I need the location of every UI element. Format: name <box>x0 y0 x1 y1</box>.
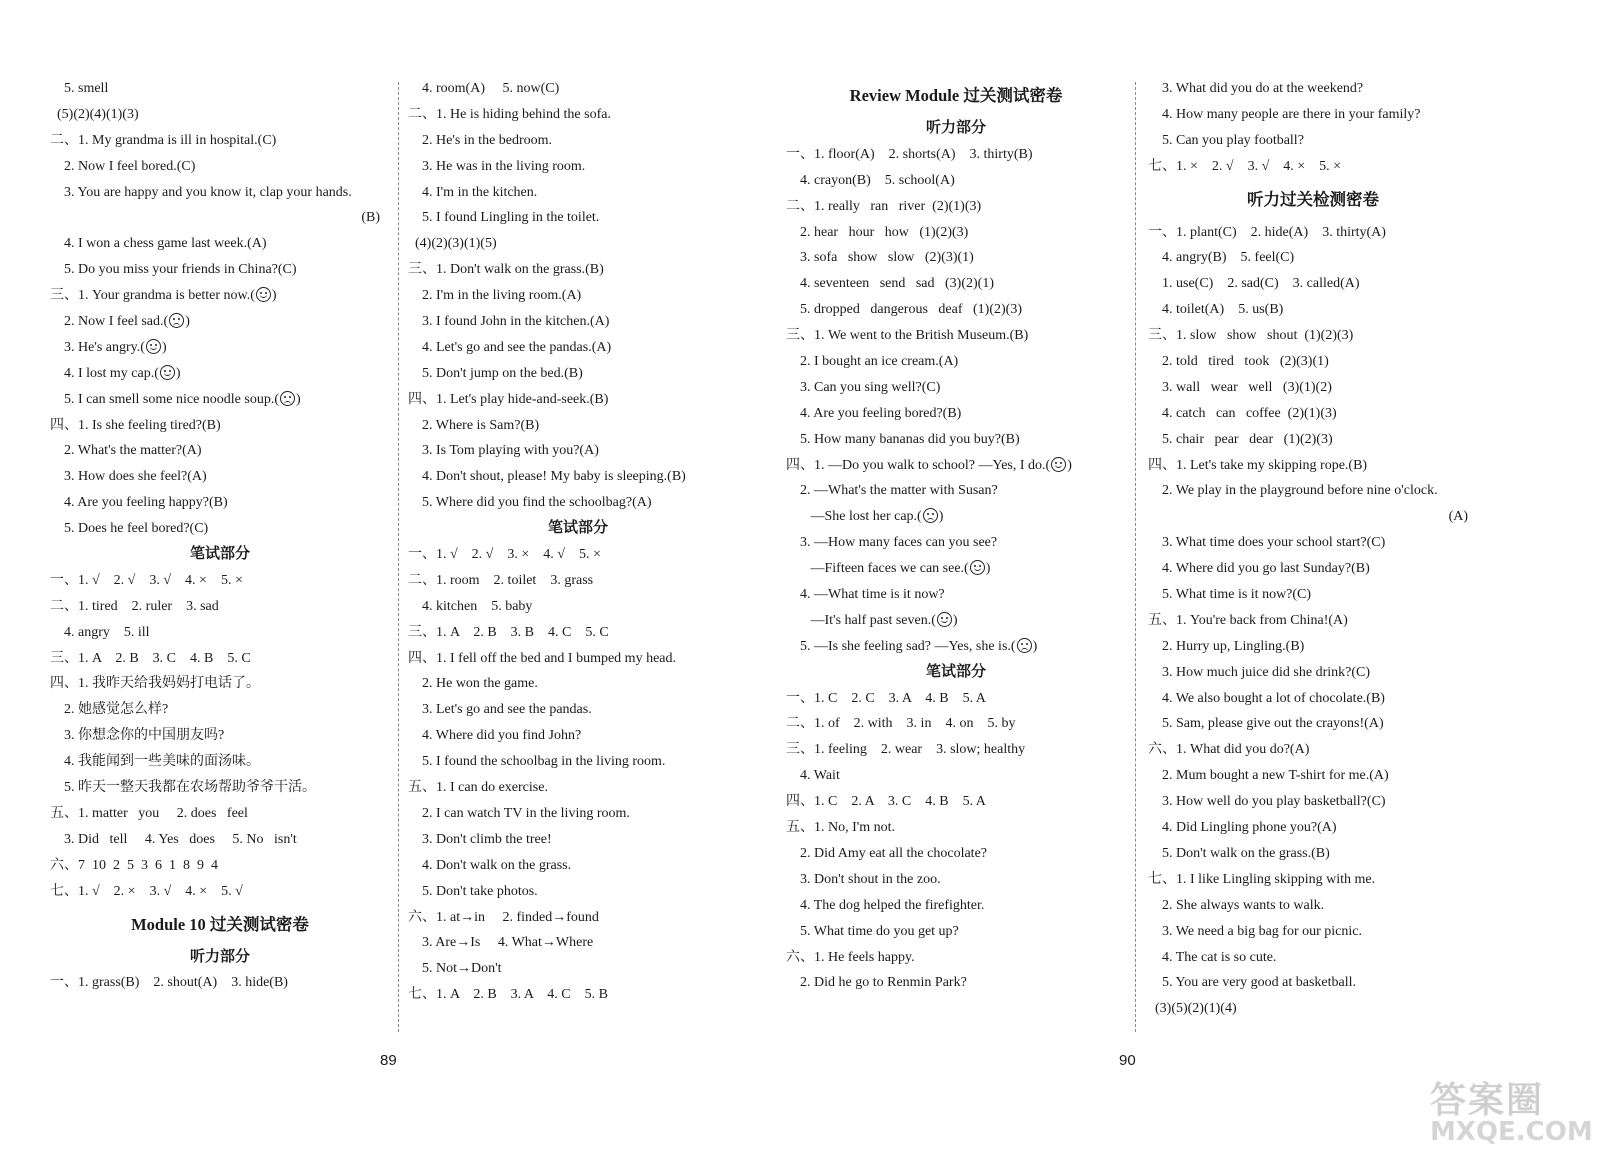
answer-line: 5. Not→Don't <box>408 961 502 977</box>
answer-line: 5. dropped dangerous deaf (1)(2)(3) <box>786 302 1022 318</box>
answer-line: 3. Don't climb the tree! <box>408 831 552 847</box>
answer-line: 4. Where did you go last Sunday?(B) <box>1148 561 1370 577</box>
answer-line: 四、1. 我昨天给我妈妈打电话了。 <box>50 676 260 692</box>
answer-line: 5. Don't walk on the grass.(B) <box>1148 845 1330 861</box>
answer-line <box>786 608 1126 634</box>
answer-text-end: ) <box>161 339 167 355</box>
sad-face-icon <box>280 391 295 406</box>
answer-line: 3. How much juice did she drink?(C) <box>1148 664 1371 680</box>
section-heading <box>408 516 748 542</box>
answer-line: 5. You are very good at basketball. <box>1148 975 1357 991</box>
answer-line: 4. 我能闻到一些美味的面汤味。 <box>50 754 260 770</box>
answer-line: 五、1. You're back from China!(A) <box>1148 612 1348 628</box>
happy-face-icon <box>970 560 985 575</box>
answer-line: 4. The cat is so cute. <box>1148 949 1277 965</box>
answer-line: 六、7 10 2 5 3 6 1 8 9 4 <box>50 857 218 873</box>
answer-line: 4. crayon(B) 5. school(A) <box>786 172 955 188</box>
answer-line: 5. smell <box>50 81 109 96</box>
answer-line: 2. Hurry up, Lingling.(B) <box>1148 638 1305 654</box>
answer-text: 四、1. —Do you walk to school? —Yes, I do.( <box>786 457 1051 473</box>
answer-text-end: ) <box>1067 457 1072 473</box>
answer-line: 3. I found John in the kitchen.(A) <box>408 314 610 330</box>
answer-line: 5. Where did you find the schoolbag?(A) <box>408 495 652 511</box>
answer-line: 4. angry(B) 5. feel(C) <box>1148 250 1295 266</box>
answer-text: 听力部分 <box>189 948 250 965</box>
answer-line: 5. Don't take photos. <box>408 883 538 899</box>
answer-line: 5. chair pear dear (1)(2)(3) <box>1148 431 1333 447</box>
answer-text: 听力过关检测密卷 <box>1247 189 1379 209</box>
answer-line: 1. use(C) 2. sad(C) 3. called(A) <box>1148 276 1360 292</box>
answer-line: 4. Did Lingling phone you?(A) <box>1148 820 1337 836</box>
answer-line: 2. Did he go to Renmin Park? <box>786 975 967 991</box>
answer-line: 2. told tired took (2)(3)(1) <box>1148 354 1329 370</box>
answer-line: 3. He was in the living room. <box>408 158 586 174</box>
answer-line: 3. sofa show slow (2)(3)(1) <box>786 250 974 266</box>
answer-text: 三、1. Your grandma is better now.( <box>50 288 255 304</box>
answer-line: 2. He's in the bedroom. <box>408 132 553 148</box>
answer-line: 2. Did Amy eat all the chocolate? <box>786 845 987 861</box>
answer-line <box>1148 504 1478 530</box>
answer-text: —It's half past seven.( <box>786 612 936 628</box>
answer-line: 三、1. A 2. B 3. C 4. B 5. C <box>50 650 251 666</box>
answer-line <box>50 361 390 387</box>
answer-line: 三、1. Don't walk on the grass.(B) <box>408 262 604 278</box>
answer-text-end: ) <box>1032 638 1038 654</box>
answer-line: 4. Let's go and see the pandas.(A) <box>408 339 612 355</box>
column-divider <box>398 82 399 1032</box>
answer-line <box>50 387 390 413</box>
answer-line: 5. Can you play football? <box>1148 132 1304 148</box>
answer-text-end: ) <box>938 509 944 525</box>
answer-text-end: ) <box>175 365 181 381</box>
happy-face-icon <box>256 287 271 302</box>
section-heading <box>50 542 390 568</box>
answer-text: Review Module 过关测试密卷 <box>849 86 1063 105</box>
answer-column-1 <box>50 76 390 996</box>
answer-line: 4. How many people are there in your family? <box>1148 106 1421 122</box>
answer-line: 二、1. He is hiding behind the sofa. <box>408 106 611 122</box>
answer-line: 4. Don't shout, please! My baby is sleeping.(B) <box>408 469 686 485</box>
answer-line: 五、1. No, I'm not. <box>786 820 896 836</box>
answer-line: 3. Did tell 4. Yes does 5. No isn't <box>50 831 297 847</box>
answer-line <box>786 504 1126 530</box>
section-heading <box>50 945 390 971</box>
answer-line: 六、1. at→in 2. finded→found <box>408 909 599 925</box>
section-heading <box>786 116 1126 142</box>
answer-line: 3. How does she feel?(A) <box>50 469 207 485</box>
answer-line: 四、1. I fell off the bed and I bumped my head. <box>408 650 677 666</box>
answer-line <box>786 634 1126 660</box>
answer-line: 4. Don't walk on the grass. <box>408 857 572 873</box>
answer-line <box>50 335 390 361</box>
answer-line: 2. He won the game. <box>408 676 538 692</box>
happy-face-icon <box>937 612 952 627</box>
answer-line: 三、1. feeling 2. wear 3. slow; healthy <box>786 742 1026 758</box>
answer-line: 4. The dog helped the firefighter. <box>786 897 985 913</box>
answer-line: 2. I'm in the living room.(A) <box>408 288 582 304</box>
answer-line: 2. What's the matter?(A) <box>50 443 202 459</box>
answer-text: (A) <box>1448 509 1468 525</box>
answer-line: 4. I won a chess game last week.(A) <box>50 236 267 252</box>
answer-text: 5. I can smell some nice noodle soup.( <box>50 391 280 407</box>
answer-text: 笔试部分 <box>189 546 250 563</box>
answer-line: 七、1. √ 2. × 3. √ 4. × 5. √ <box>50 883 243 899</box>
answer-line: 三、1. A 2. B 3. B 4. C 5. C <box>408 624 609 640</box>
answer-line: 四、1. Let's play hide-and-seek.(B) <box>408 391 609 407</box>
answer-line: 3. Is Tom playing with you?(A) <box>408 443 599 459</box>
section-heading <box>786 660 1126 686</box>
sad-face-icon <box>923 508 938 523</box>
answer-text: (B) <box>361 210 380 226</box>
answer-line: 5. 昨天一整天我都在农场帮助爷爷干活。 <box>50 780 316 796</box>
answer-line: 4. room(A) 5. now(C) <box>408 81 560 96</box>
answer-line: 5. Sam, please give out the crayons!(A) <box>1148 716 1384 732</box>
answer-line: 五、1. I can do exercise. <box>408 780 548 796</box>
answer-line: 3. Are→Is 4. What→Where <box>408 935 594 951</box>
answer-line: 2. I can watch TV in the living room. <box>408 805 630 821</box>
answer-text: —Fifteen faces we can see.( <box>786 561 969 577</box>
answer-line <box>50 309 390 335</box>
answer-line: 三、1. We went to the British Museum.(B) <box>786 328 1029 344</box>
happy-face-icon <box>1051 457 1066 472</box>
happy-face-icon <box>160 365 175 380</box>
answer-line: (4)(2)(3)(1)(5) <box>408 236 497 252</box>
answer-line: 4. angry 5. ill <box>50 624 150 640</box>
answer-text: Module 10 过关测试密卷 <box>131 914 309 934</box>
answer-line: 4. —What time is it now? <box>786 587 945 603</box>
answer-line: 五、1. matter you 2. does feel <box>50 805 248 821</box>
answer-text: 3. He's angry.( <box>50 339 145 355</box>
answer-line: 一、1. floor(A) 2. shorts(A) 3. thirty(B) <box>786 146 1033 162</box>
answer-line <box>50 283 390 309</box>
answer-line: 3. Let's go and see the pandas. <box>408 702 592 718</box>
answer-line: 5. What time is it now?(C) <box>1148 587 1312 603</box>
sad-face-icon <box>1017 638 1032 653</box>
answer-line: 5. What time do you get up? <box>786 923 959 939</box>
answer-line: 4. toilet(A) 5. us(B) <box>1148 302 1284 318</box>
answer-line: 4. seventeen send sad (3)(2)(1) <box>786 276 994 292</box>
answer-line: 3. Can you sing well?(C) <box>786 379 941 395</box>
answer-line: 3. Don't shout in the zoo. <box>786 871 941 887</box>
answer-line: 2. —What's the matter with Susan? <box>786 483 998 499</box>
answer-line: 七、1. × 2. √ 3. √ 4. × 5. × <box>1148 158 1342 174</box>
answer-line <box>786 556 1126 582</box>
answer-text: 听力部分 <box>925 120 986 136</box>
answer-line: 一、1. plant(C) 2. hide(A) 3. thirty(A) <box>1148 224 1386 240</box>
answer-line <box>50 205 390 231</box>
answer-text: 5. —Is she feeling sad? —Yes, she is.( <box>786 638 1016 654</box>
answer-text-end: ) <box>296 391 301 407</box>
answer-line: 六、1. What did you do?(A) <box>1148 742 1310 758</box>
answer-line: 5. Does he feel bored?(C) <box>50 521 209 537</box>
answer-line: 2. Where is Sam?(B) <box>408 417 540 433</box>
answer-line: 一、1. √ 2. √ 3. √ 4. × 5. × <box>50 572 243 588</box>
answer-text-end: ) <box>271 288 277 304</box>
answer-line: 3. —How many faces can you see? <box>786 535 998 551</box>
answer-line: 二、1. tired 2. ruler 3. sad <box>50 598 219 614</box>
answer-line: 4. kitchen 5. baby <box>408 598 533 614</box>
answer-line: 七、1. A 2. B 3. A 4. C 5. B <box>408 987 608 1003</box>
answer-text-end: ) <box>952 612 958 628</box>
answer-line: 4. Where did you find John? <box>408 728 582 744</box>
section-heading <box>1148 180 1478 220</box>
sad-face-icon <box>169 313 184 328</box>
answer-line: 4. Are you feeling bored?(B) <box>786 405 962 421</box>
section-heading <box>50 905 390 945</box>
answer-line: 5. I found the schoolbag in the living room. <box>408 754 666 770</box>
answer-text: —She lost her cap.( <box>786 509 922 525</box>
answer-line: 3. We need a big bag for our picnic. <box>1148 923 1362 939</box>
answer-line <box>786 453 1126 479</box>
answer-line: 4. Are you feeling happy?(B) <box>50 495 228 511</box>
answer-text-end: ) <box>985 561 991 577</box>
answer-line: 二、1. really ran river (2)(1)(3) <box>786 198 982 214</box>
answer-line: 4. Wait <box>786 768 840 784</box>
answer-line: 4. We also bought a lot of chocolate.(B) <box>1148 690 1385 706</box>
page-number-right: 90 <box>1119 1052 1136 1069</box>
section-heading <box>786 76 1126 116</box>
watermark-logo: 答案圈 MXQE.COM <box>1430 1080 1593 1147</box>
answer-line: 3. How well do you play basketball?(C) <box>1148 794 1386 810</box>
answer-line: 5. Do you miss your friends in China?(C) <box>50 262 297 278</box>
answer-line: 4. catch can coffee (2)(1)(3) <box>1148 405 1337 421</box>
answer-column-3 <box>786 76 1126 996</box>
answer-line: 3. 你想念你的中国朋友吗? <box>50 728 225 744</box>
answer-column-2 <box>408 76 748 1008</box>
answer-line: 三、1. slow show shout (1)(2)(3) <box>1148 328 1354 344</box>
answer-line: 四、1. Let's take my skipping rope.(B) <box>1148 457 1368 473</box>
answer-line: 2. She always wants to walk. <box>1148 897 1325 913</box>
answer-text: 4. I lost my cap.( <box>50 365 159 381</box>
answer-line: 2. Mum bought a new T-shirt for me.(A) <box>1148 768 1389 784</box>
answer-line: 二、1. of 2. with 3. in 4. on 5. by <box>786 716 1016 732</box>
answer-line: 5. I found Lingling in the toilet. <box>408 210 600 226</box>
answer-line: 2. 她感觉怎么样? <box>50 702 169 718</box>
page-number-left: 89 <box>380 1052 397 1069</box>
answer-line: 3. wall wear well (3)(1)(2) <box>1148 379 1332 395</box>
answer-text: 笔试部分 <box>925 663 986 680</box>
answer-line: 2. I bought an ice cream.(A) <box>786 354 959 370</box>
answer-line: 4. I'm in the kitchen. <box>408 184 538 200</box>
answer-line: 四、1. Is she feeling tired?(B) <box>50 417 221 433</box>
answer-line: 二、1. My grandma is ill in hospital.(C) <box>50 132 277 148</box>
answer-line: 2. We play in the playground before nine o'clock. <box>1148 483 1438 499</box>
answer-line: 5. Don't jump on the bed.(B) <box>408 365 583 381</box>
answer-line: 3. What did you do at the weekend? <box>1148 81 1364 96</box>
answer-line: 一、1. C 2. C 3. A 4. B 5. A <box>786 690 986 706</box>
answer-line: 3. What time does your school start?(C) <box>1148 535 1386 551</box>
answer-line: (5)(2)(4)(1)(3) <box>50 106 139 122</box>
answer-line: (3)(5)(2)(1)(4) <box>1148 1001 1237 1017</box>
answer-line: 一、1. √ 2. √ 3. × 4. √ 5. × <box>408 547 601 563</box>
answer-line: 2. hear hour how (1)(2)(3) <box>786 224 969 240</box>
answer-line: 2. Now I feel bored.(C) <box>50 158 196 174</box>
answer-line: 5. How many bananas did you buy?(B) <box>786 431 1020 447</box>
answer-text: 2. Now I feel sad.( <box>50 314 169 330</box>
answer-line: 一、1. grass(B) 2. shout(A) 3. hide(B) <box>50 975 288 991</box>
happy-face-icon <box>146 339 161 354</box>
column-divider <box>1135 82 1136 1032</box>
answer-line: 3. You are happy and you know it, clap your hands. <box>50 184 352 200</box>
answer-line: 七、1. I like Lingling skipping with me. <box>1148 871 1376 887</box>
answer-text-end: ) <box>185 314 190 330</box>
answer-column-4 <box>1148 76 1478 1022</box>
answer-line: 六、1. He feels happy. <box>786 949 915 965</box>
answer-text: 笔试部分 <box>547 520 608 537</box>
answer-line: 四、1. C 2. A 3. C 4. B 5. A <box>786 794 986 810</box>
answer-line: 二、1. room 2. toilet 3. grass <box>408 572 594 588</box>
